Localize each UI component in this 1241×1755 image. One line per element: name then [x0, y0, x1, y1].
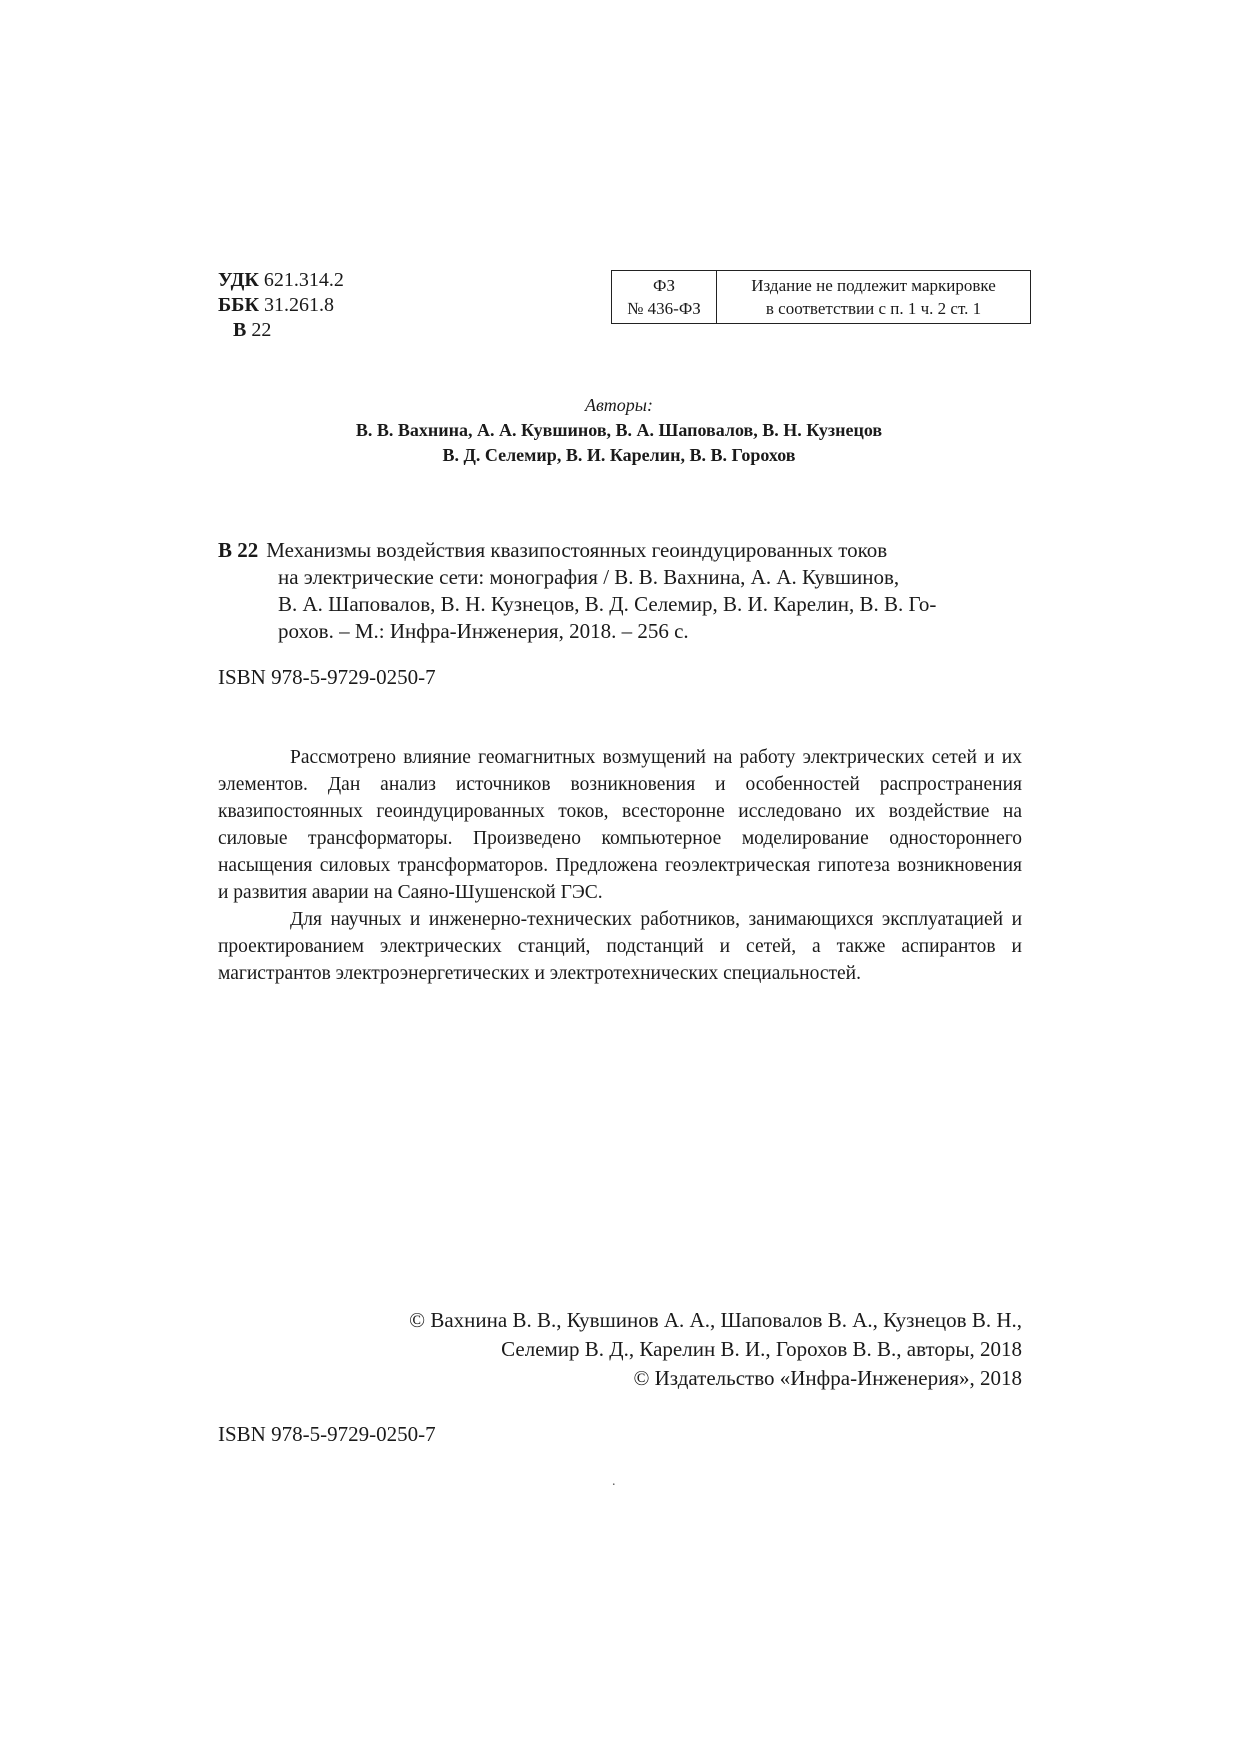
copyright-line-2: Селемир В. Д., Карелин В. И., Горохов В. В., авторы, 2018: [501, 1337, 1022, 1361]
authors-line-2: В. Д. Селемир, В. И. Карелин, В. В. Горохов: [442, 445, 796, 465]
fz-law-cell: [612, 271, 717, 323]
isbn-top: ISBN 978-5-9729-0250-7: [218, 665, 436, 689]
bib-line-1: Механизмы воздействия квазипостоянных геоиндуцированных токов: [266, 538, 888, 562]
bbk-line: [218, 293, 344, 318]
authors-label: Авторы:: [585, 395, 653, 415]
page-mark: .: [612, 1474, 616, 1489]
udk-value: 621.314.2: [263, 269, 344, 291]
fz-law-line2: № 436-ФЗ: [627, 299, 701, 318]
bbk-label: ББК: [218, 294, 259, 316]
abstract: [218, 744, 1022, 987]
bib-line-3: В. А. Шаповалов, В. Н. Кузнецов, В. Д. Селемир, В. И. Карелин, В. В. Го-: [278, 592, 937, 616]
bib-first-line: [218, 537, 1020, 564]
bibliographic-entry: [218, 537, 1020, 645]
author-mark-label: В: [233, 319, 247, 341]
isbn-bottom: ISBN 978-5-9729-0250-7: [218, 1422, 436, 1446]
copyright-line-1: © Вахнина В. В., Кувшинов А. А., Шаповалов В. А., Кузнецов В. Н.,: [409, 1308, 1022, 1332]
fz-notice-line2: в соответствии с п. 1 ч. 2 ст. 1: [765, 299, 982, 318]
udk-label: УДК: [218, 269, 259, 291]
bib-line-4: рохов. – М.: Инфра-Инженерия, 2018. – 256 с.: [278, 619, 689, 643]
bib-line-2: на электрические сети: монография / В. В. Вахнина, А. А. Кувшинов,: [278, 565, 900, 589]
copyright-block: [300, 1306, 1022, 1393]
authors-block: [218, 393, 1020, 468]
copyright-line-3: © Издательство «Инфра-Инженерия», 2018: [633, 1366, 1022, 1390]
bib-code: В 22: [218, 538, 259, 562]
bbk-value: 31.261.8: [263, 294, 334, 316]
fz-notice-table: [611, 270, 1031, 324]
author-mark-value: 22: [251, 319, 272, 341]
fz-notice-line1: Издание не подлежит маркировке: [751, 276, 996, 295]
abstract-paragraph-1: Рассмотрено влияние геомагнитных возмущений на работу электрических сетей и их элементов. Дан анализ источников возникновения и особенностей распространения квазипостоянных геоиндуцированных токов, всесторонне исследовано их воздействие на силовые трансформаторы. Произведено компьютерное моделирование одностороннего насыщения силовых трансформаторов. Предложена геоэлектрическая гипотеза возникновения и развития аварии на Саяно-Шушенской ГЭС.: [218, 747, 1022, 903]
fz-law-line1: ФЗ: [653, 276, 675, 295]
authors-line-1: В. В. Вахнина, А. А. Кувшинов, В. А. Шаповалов, В. Н. Кузнецов: [355, 420, 883, 440]
classification-block: [218, 268, 344, 343]
fz-notice-cell: [717, 271, 1030, 323]
udk-line: [218, 268, 344, 293]
author-mark-line: [218, 318, 344, 343]
abstract-paragraph-2: Для научных и инженерно-технических работников, занимающихся эксплуатацией и проектированием электрических станций, подстанций и сетей, а также аспирантов и магистрантов электроэнергетических и электротехнических специальностей.: [218, 909, 1022, 984]
